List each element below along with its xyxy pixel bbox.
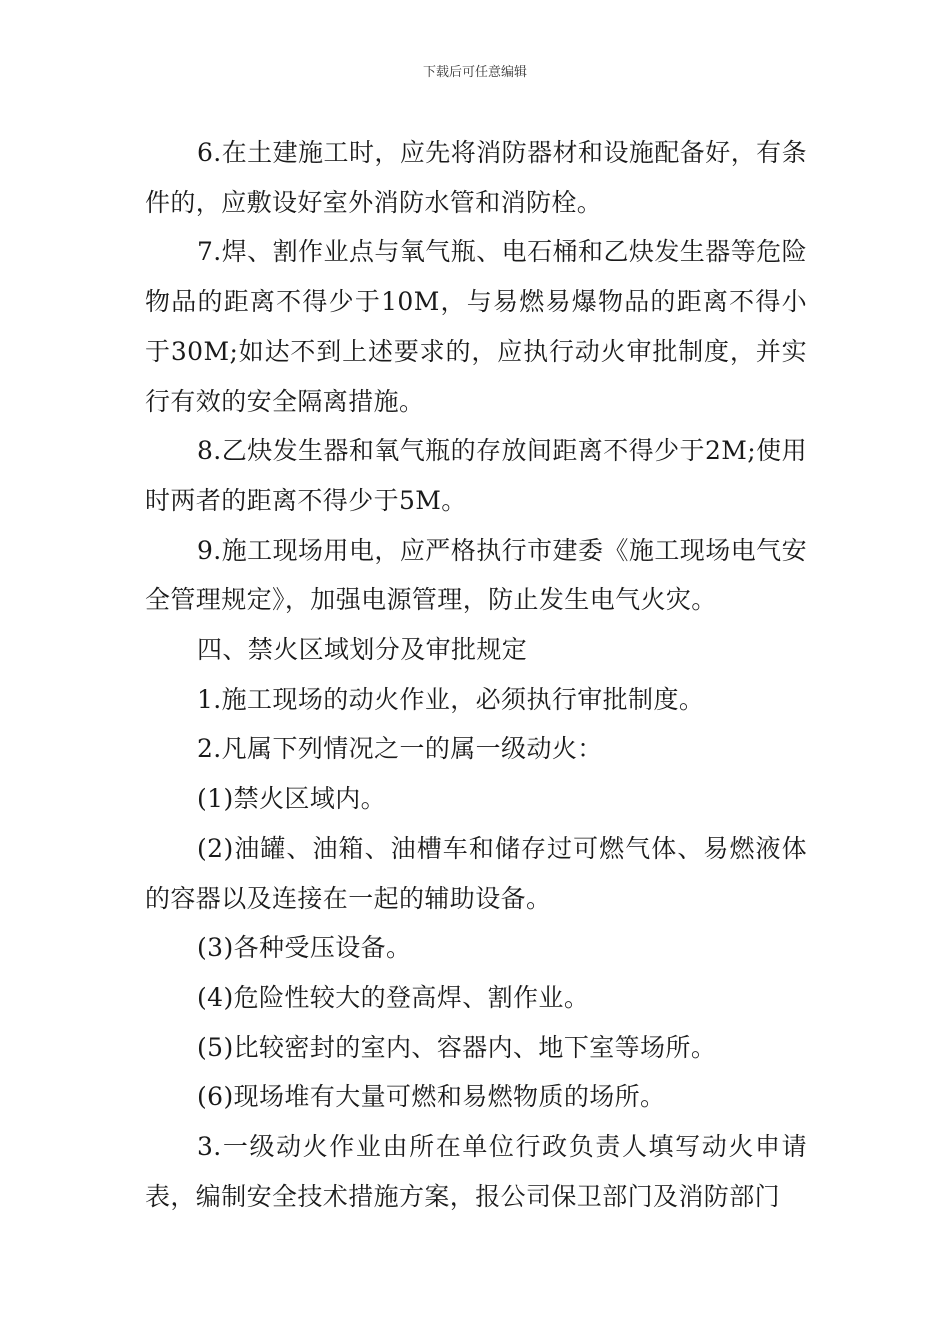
list-item-5: (5)比较密封的室内、容器内、地下室等场所。 <box>197 1032 717 1062</box>
list-item-3: (3)各种受压设备。 <box>197 933 412 963</box>
section-heading-4: 四、禁火区域划分及审批规定 <box>197 635 528 665</box>
list-item-6: (6)现场堆有大量可燃和易燃物质的场所。 <box>197 1082 666 1112</box>
page-header: 下载后可任意编辑 <box>422 65 527 80</box>
paragraph-3-application: 3.一级动火作业由所在单位行政负责人填写动火申请表，编制安全技术措施方案，报公司保卫部门及消防部门 <box>145 1132 807 1211</box>
list-item-2: (2)油罐、油箱、油槽车和储存过可燃气体、易燃液体的容器以及连接在一起的辅助设备。 <box>145 833 807 913</box>
paragraph-6-fire-equipment: 6.在土建施工时，应先将消防器材和设施配备好，有条件的，应敷设好室外消防水管和消防栓。 <box>145 138 807 217</box>
paragraph-7-welding-distance: 7.焊、割作业点与氧气瓶、电石桶和乙炔发生器等危险物品的距离不得少于10M，与易燃易爆物品的距离不得小于30M;如达不到上述要求的，应执行动火审批制度，并实行有效的安全隔离措施。 <box>145 237 807 416</box>
list-item-1: (1)禁火区域内。 <box>197 784 387 814</box>
paragraph-9-electricity: 9.施工现场用电，应严格执行市建委《施工现场电气安全管理规定》，加强电源管理，防止发生电气火灾。 <box>145 535 807 615</box>
paragraph-8-acetylene-storage: 8.乙炔发生器和氧气瓶的存放间距离不得少于2M;使用时两者的距离不得少于5M。 <box>145 436 807 515</box>
document-body <box>145 128 807 1221</box>
paragraph-2-first-level: 2.凡属下列情况之一的属一级动火： <box>197 734 603 764</box>
paragraph-1-approval: 1.施工现场的动火作业，必须执行审批制度。 <box>197 684 705 714</box>
list-item-4: (4)危险性较大的登高焊、割作业。 <box>197 982 590 1012</box>
